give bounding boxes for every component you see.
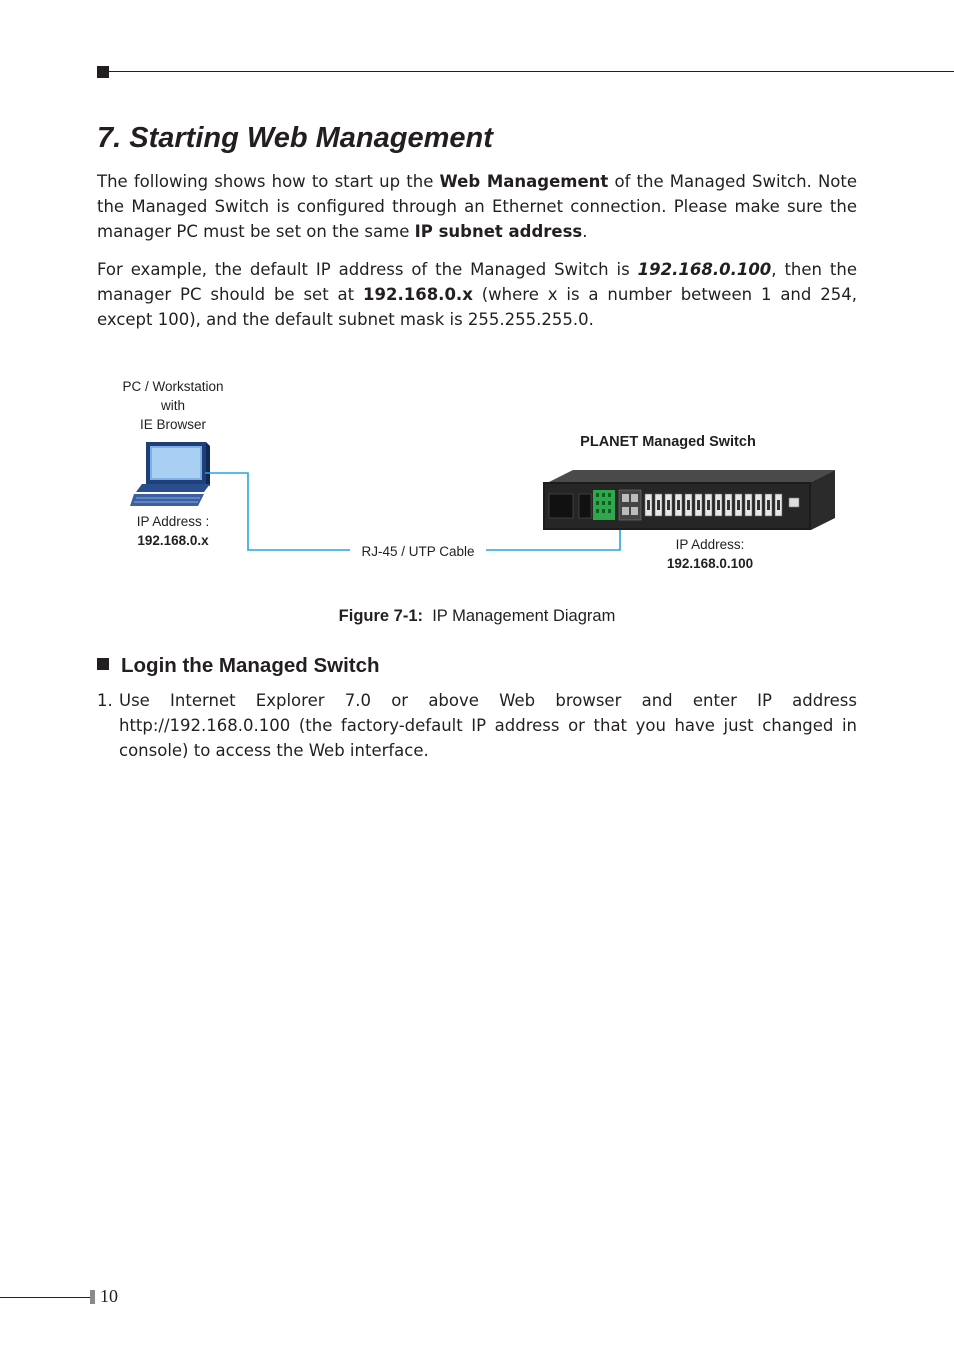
header-square-marker — [97, 66, 109, 78]
switch-ip-block — [620, 535, 800, 573]
text-run: For example, the default IP address of the Managed Switch is — [97, 260, 638, 279]
square-bullet-icon — [97, 658, 109, 670]
pc-ip-emphasis: 192.168.0.x — [363, 285, 473, 304]
figure-text: IP Management Diagram — [432, 607, 616, 625]
page-number: 10 — [100, 1286, 118, 1306]
web-management-emphasis: Web Management — [439, 172, 609, 191]
step-text: Use Internet Explorer 7.0 or above Web browser and enter IP address http://192.168.0.100 (the factory-default IP address or that you have just changed in console) to access the Web interface. — [119, 691, 857, 760]
switch-ip-value: 192.168.0.100 — [666, 556, 754, 571]
text-run: The following shows how to start up the — [97, 172, 440, 191]
pc-label-line: PC / Workstation — [122, 379, 224, 394]
switch-title: PLANET Managed Switch — [580, 434, 756, 450]
step-number: 1. — [97, 691, 113, 710]
managed-switch-icon — [543, 468, 837, 532]
pc-ip-value: 192.168.0.x — [137, 533, 209, 548]
intro-paragraph-1 — [97, 169, 857, 244]
text-run: (where x is a number between 1 and 254, except 100), and the default subnet mask is 255.255.255.0. — [97, 285, 857, 329]
page-title: 7. Starting Web Management — [97, 122, 493, 154]
ip-subnet-emphasis: IP subnet address — [414, 222, 583, 241]
list-item — [97, 688, 857, 763]
intro-paragraph-2 — [97, 257, 857, 332]
text-run: of the Managed Switch. Note the Managed Switch is configured through an Ethernet connection. Please make sure the manager PC must be set on the same — [97, 172, 858, 241]
text-run: , then the manager PC should be set at — [97, 260, 857, 304]
switch-ip-label: IP Address: — [675, 537, 745, 552]
footer-marker — [90, 1290, 95, 1304]
default-ip-emphasis: 192.168.0.100 — [637, 260, 772, 279]
ip-management-diagram — [0, 360, 954, 590]
figure-label: Figure 7-1: — [338, 607, 424, 625]
pc-label-line: with — [160, 398, 185, 413]
section-heading — [97, 654, 380, 678]
cable-label: RJ-45 / UTP Cable — [361, 544, 475, 559]
section-title: Login the Managed Switch — [121, 654, 380, 677]
pc-ip-label: IP Address : — [136, 514, 210, 529]
header-rule — [109, 71, 954, 72]
figure-caption — [0, 607, 954, 626]
footer-rule — [0, 1297, 90, 1298]
pc-label-line: IE Browser — [139, 417, 207, 432]
text-run: . — [582, 222, 588, 241]
